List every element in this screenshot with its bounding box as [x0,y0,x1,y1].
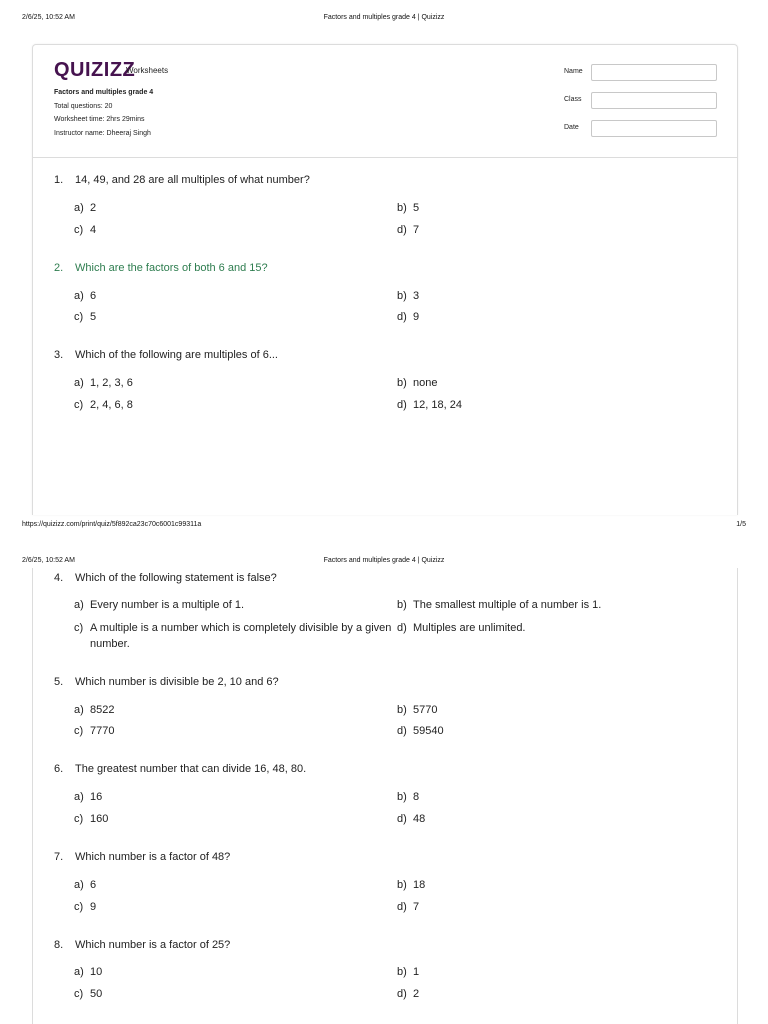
option-3a[interactable]: a) 1, 2, 3, 6 [74,377,133,389]
print-url: https://quizizz.com/print/quiz/5f892ca23c70c6001c99311a [22,521,202,528]
worksheet-time: Worksheet time: 2hrs 29mins [54,116,145,123]
option-5c[interactable]: c) 7770 [74,725,115,737]
print-title: Factors and multiples grade 4 | Quizizz [323,14,445,21]
page-number: 1/5 [736,521,746,528]
option-2a[interactable]: a) 6 [74,290,97,302]
option-1a[interactable]: a) 2 [74,202,97,214]
option-2d[interactable]: d) 9 [397,311,420,323]
class-field[interactable] [591,92,717,109]
option-8a[interactable]: a) 10 [74,966,103,978]
option-4d[interactable]: d) Multiples are unlimited. [397,622,526,634]
question-1: 1. 14, 49, and 28 are all multiples of what number? [54,174,310,186]
quizizz-logo: QUIZIZZ [54,59,136,81]
worksheet-card [32,44,738,515]
question-6: 6. The greatest number that can divide 16, 48, 80. [54,763,307,775]
option-1b[interactable]: b) 5 [397,202,420,214]
question-7: 7. Which number is a factor of 48? [54,851,231,863]
print-datetime: 2/6/25, 10:52 AM [22,14,75,21]
question-3: 3. Which of the following are multiples of 6... [54,349,278,361]
worksheet-header [33,45,737,158]
option-2c[interactable]: c) 5 [74,311,97,323]
option-6d[interactable]: d) 48 [397,813,426,825]
date-field[interactable] [591,120,717,137]
print-datetime: 2/6/25, 10:52 AM [22,557,75,564]
date-label: Date [564,124,579,131]
option-2b[interactable]: b) 3 [397,290,420,302]
option-6b[interactable]: b) 8 [397,791,420,803]
option-7d[interactable]: d) 7 [397,901,420,913]
option-7b[interactable]: b) 18 [397,879,426,891]
option-8b[interactable]: b) 1 [397,966,420,978]
name-field[interactable] [591,64,717,81]
option-4a[interactable]: a) Every number is a multiple of 1. [74,599,245,611]
name-label: Name [564,68,583,75]
option-5b[interactable]: b) 5770 [397,704,438,716]
option-4b[interactable]: b) The smallest multiple of a number is 1. [397,599,602,611]
print-footer [22,521,746,528]
option-7a[interactable]: a) 6 [74,879,97,891]
option-8d[interactable]: d) 2 [397,988,420,1000]
print-title: Factors and multiples grade 4 | Quizizz [323,557,445,564]
option-5d[interactable]: d) 59540 [397,725,444,737]
option-6c[interactable]: c) 160 [74,813,109,825]
worksheet-title: Factors and multiples grade 4 [54,89,154,96]
question-4: 4. Which of the following statement is false? [54,572,277,584]
option-1c[interactable]: c) 4 [74,224,97,236]
option-7c[interactable]: c) 9 [74,901,97,913]
option-4c[interactable]: c) A multiple is a number which is completely divisible by a given number. [74,622,392,650]
print-header-page-2 [22,557,746,564]
option-1d[interactable]: d) 7 [397,224,420,236]
instructor-name: Instructor name: Dheeraj Singh [54,130,151,137]
total-questions: Total questions: 20 [54,103,113,110]
option-3d[interactable]: d) 12, 18, 24 [397,399,462,411]
print-header [22,14,746,21]
question-2: 2. Which are the factors of both 6 and 15? [54,262,268,274]
option-6a[interactable]: a) 16 [74,791,103,803]
logo-tagline: Worksheets [126,66,169,75]
option-5a[interactable]: a) 8522 [74,704,115,716]
class-label: Class [564,96,582,103]
option-8c[interactable]: c) 50 [74,988,103,1000]
option-3c[interactable]: c) 2, 4, 6, 8 [74,399,133,411]
option-3b[interactable]: b) none [397,377,438,389]
question-8: 8. Which number is a factor of 25? [54,939,231,951]
question-5: 5. Which number is divisible be 2, 10 and 6? [54,676,279,688]
